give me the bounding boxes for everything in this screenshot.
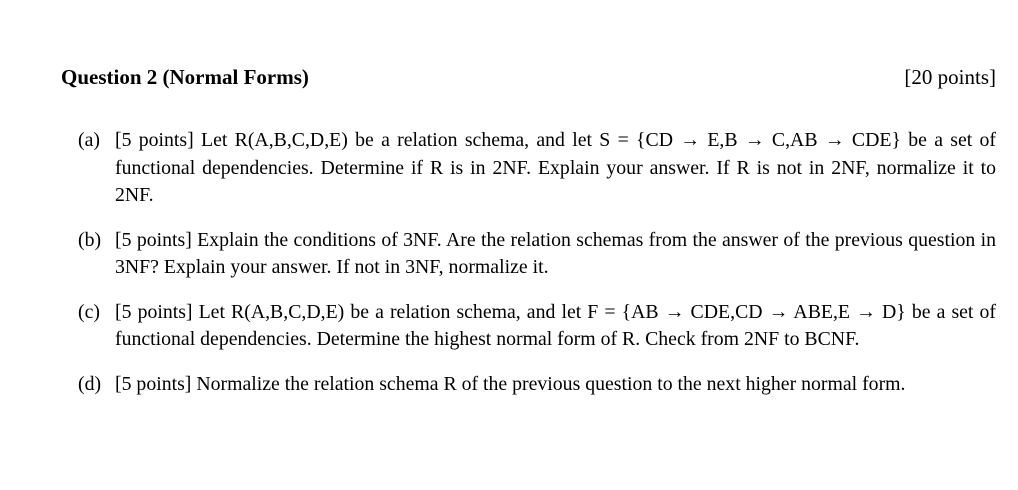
subquestion-label: (a): [78, 129, 100, 151]
subquestion-label: (d): [78, 372, 102, 395]
subquestion-a: [78, 127, 996, 210]
subquestion-label: (b): [78, 228, 102, 251]
subquestion-b: [78, 227, 996, 282]
subquestion-text: [5 points] Let R(A,B,C,D,E) be a relation schema, and let S = {CD → E,B → C,AB → CDE} be a set of functional dependencies. Determine if R is in 2NF. Explain your answer. If R is not in 2NF, normalize it to 2NF.: [115, 129, 996, 206]
subquestion-label: (c): [78, 300, 100, 323]
subquestion-text: [5 points] Explain the conditions of 3NF. Are the relation schemas from the answer of the previous question in 3NF? Explain your answer. If not in 3NF, normalize it.: [115, 228, 996, 278]
question-title: Question 2 (Normal Forms): [61, 65, 309, 89]
subquestion-text: [5 points] Normalize the relation schema R of the previous question to the next higher normal form.: [115, 372, 906, 395]
subquestion-list: [78, 127, 996, 415]
question-points: [20 points]: [904, 65, 996, 89]
subquestion-c: [78, 299, 996, 354]
question-header: [61, 62, 996, 92]
subquestion-text: [5 points] Let R(A,B,C,D,E) be a relation schema, and let F = {AB → CDE,CD → ABE,E → D} be a set of functional dependencies. Determine the highest normal form of R. Check from 2NF to BCNF.: [115, 300, 996, 350]
subquestion-d: [78, 371, 996, 399]
